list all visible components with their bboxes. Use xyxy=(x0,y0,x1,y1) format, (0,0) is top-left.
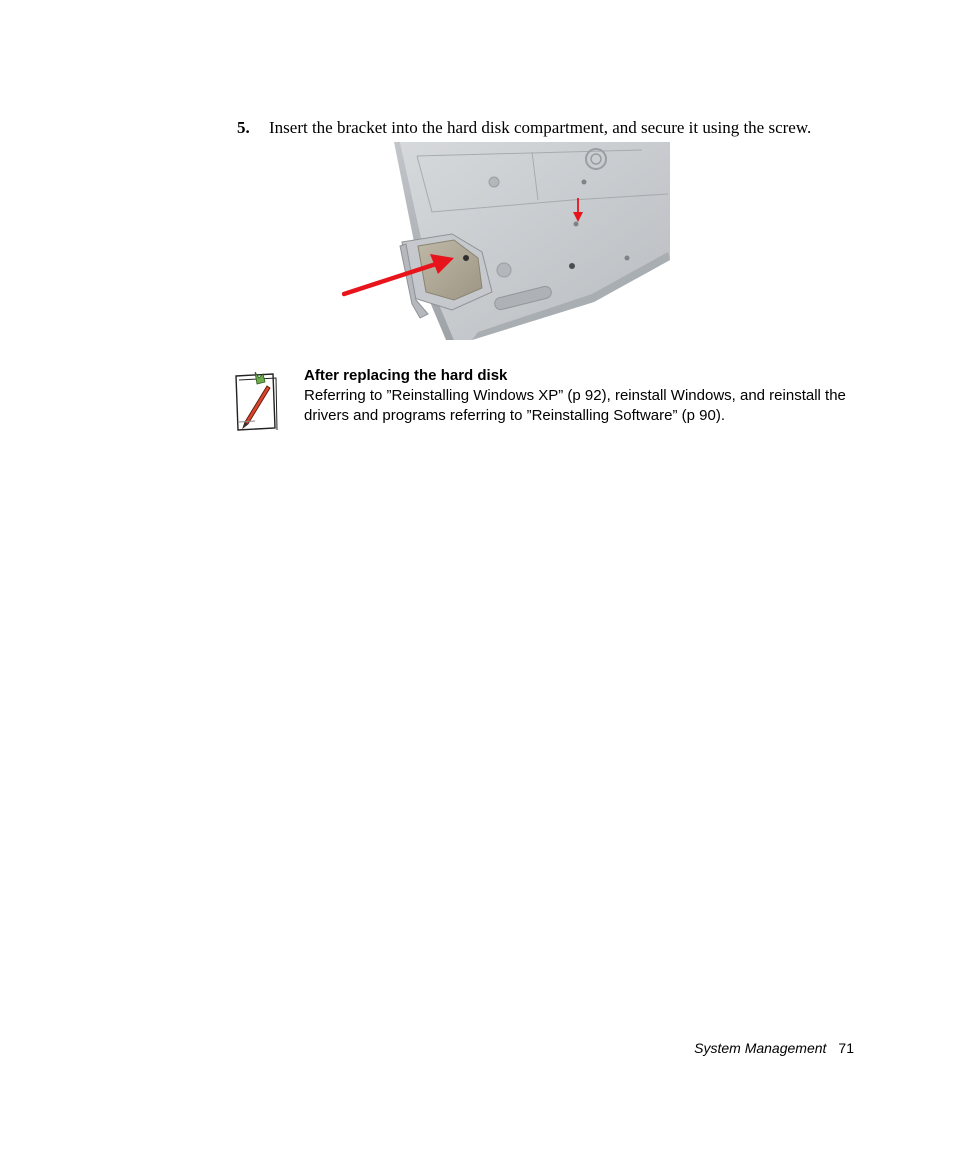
note-pencil-icon xyxy=(233,370,279,432)
step-number: 5. xyxy=(237,118,250,137)
step-5 xyxy=(237,117,877,139)
step-text: Insert the bracket into the hard disk compartment, and secure it using the screw. xyxy=(269,118,812,137)
page-number: 71 xyxy=(838,1040,854,1056)
laptop-underside-figure xyxy=(342,142,670,340)
note-title: After replacing the hard disk xyxy=(304,367,508,384)
note-block xyxy=(304,366,864,426)
note-body: Referring to ”Reinstalling Windows XP” (p 92), reinstall Windows, and reinstall the drivers and programs referring to ”Reinstalling Software” (p 90). xyxy=(304,387,846,424)
footer-section-title: System Management xyxy=(694,1040,827,1056)
page-footer xyxy=(600,1039,854,1057)
